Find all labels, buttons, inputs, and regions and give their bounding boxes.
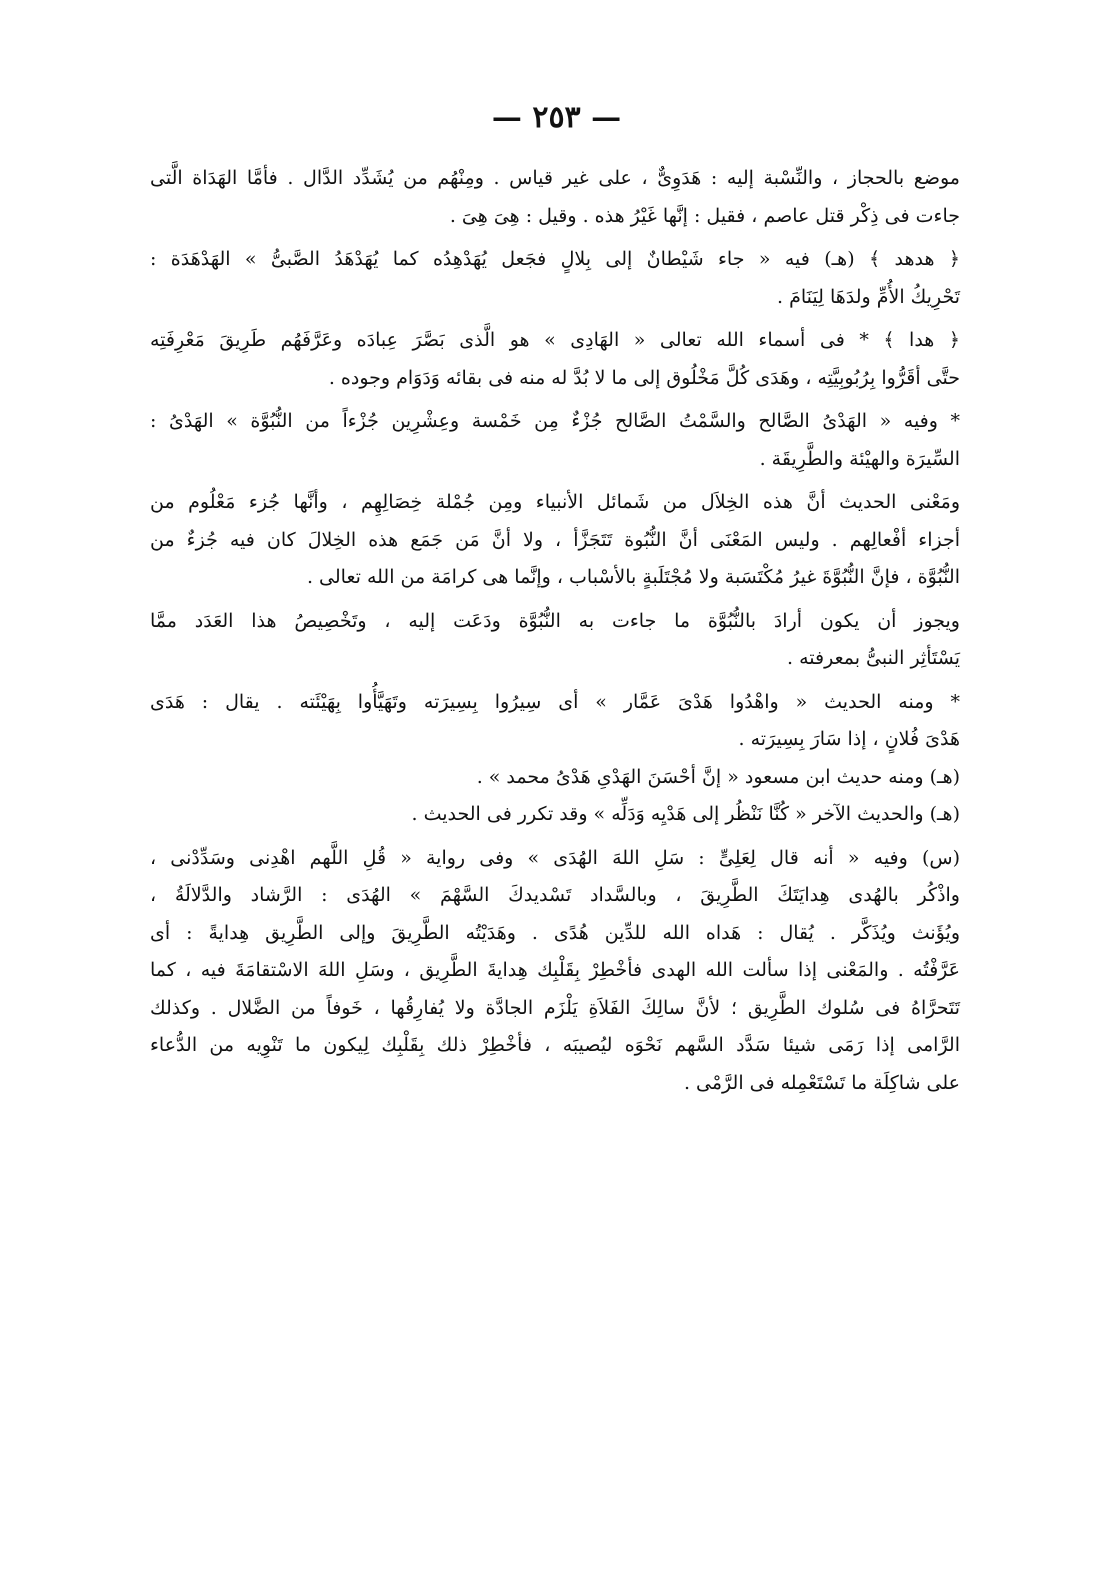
paragraph	[150, 684, 960, 759]
text-line: (هـ) والحديث الآخر « كُنَّا نَنْظُر إلى هَدْيِه وَدَلِّه » وقد تكرر فى الحديث .	[411, 803, 960, 825]
text-line: على شاكِلَة ما تَسْتَعْمِله فى الرَّمْى .	[683, 1071, 960, 1094]
text-line: السِّيرَة والهيْئة والطَّرِيقَة .	[759, 447, 960, 470]
paragraph	[150, 603, 960, 678]
text-line: (س) وفيه « أنه قال لِعَلِىٍّ : سَلِ اللهَ الهُدَى » وفى رواية « قُلِ اللَّهم اهْدِنى وسَدِّدْنى ،	[150, 846, 960, 869]
text-line: * وفيه « الهَدْىُ الصَّالح والسَّمْتُ الصَّالح جُزْءٌ مِن خَمْسة وعِشْرِين جُزْءاً من النُّبُوَّة » الهَدْىُ :	[150, 410, 960, 432]
text-line: الرَّامى إذا رَمَى شيئا سَدَّد السَّهم نَحْوَه ليُصيبَه ، فأخْطِرْ ذلك بِقَلْبِك لِيكون ما تَنْوِيه من الدُّعاء	[150, 1034, 960, 1056]
text-line: تَتَحرَّاهُ فى سُلوك الطَّرِيق ؛ لأنَّ سالِكَ الفَلاَةِ يَلْزَم الجادَّة ولا يُفارِقُها ، خَوفاً من الضَّلال . وكذلك	[150, 996, 960, 1019]
text-line: ﴿ هدهد ﴾ (هـ) فيه « جاء شَيْطانٌ إلى بِلالٍ فجَعل يُهَدْهِدُه كما يُهَدْهَدُ الصَّبىُّ » الهَدْهَدَة :	[150, 248, 960, 270]
text-line: هَدْىَ فُلانٍ ، إذا سَارَ بِسِيرَته .	[738, 728, 960, 750]
text-line: أجزاء أفْعالِهم . وليس المَعْنَى أنَّ النُّبُوة تَتَجَزَّأ ، ولا أنَّ مَن جَمَع هذه الخِلالَ كان فيه جُزءٌ من	[150, 528, 960, 551]
text-line: ويجوز أن يكون أرادَ بالنُّبُوَّة ما جاءت به النُّبُوَّة ودَعَت إليه ، وتَخْصِيصُ هذا العَدَد ممَّا	[150, 609, 960, 632]
text-line: ومَعْنى الحديث أنَّ هذه الخِلاَل من شَمائل الأنبياء ومِن جُمْلة خِصَالِهِم ، وأنَّها جُزء مَعْلُوم من	[150, 491, 960, 513]
paragraph	[150, 160, 960, 235]
entry-paragraph-hadhad	[150, 241, 960, 316]
text-line: واذْكُر بالهُدى هِدايَتَكَ الطَّرِيقَ ، وبالسَّداد تَسْديدكَ السَّهْمَ » الهُدَى : الرَّشاد والدَّلالَةُ ،	[150, 884, 960, 906]
text-line: موضع بالحجاز ، والنِّسْبة إليه : هَدَوِىٌّ ، على غير قياس . ومِنْهُم من يُشَدِّد الدَّال . فأمَّا الهَدَاة الَّتى	[150, 167, 960, 189]
paragraph	[150, 484, 960, 597]
text-line: جاءت فى ذِكْر قتل عاصم ، فقيل : إنَّها غَيْرُ هذه . وقيل : هِىَ هِىَ .	[449, 204, 960, 227]
paragraph	[150, 840, 960, 1103]
text-line: (هـ) ومنه حديث ابن مسعود « إنَّ أحْسَنَ الهَدْىِ هَدْىُ محمد » .	[476, 765, 960, 788]
body-text	[150, 160, 960, 1102]
text-line: تَحْرِيكُ الأُمِّ ولدَهَا لِيَنَامَ .	[777, 285, 960, 308]
text-line: ﴿ هدا ﴾ * فى أسماء الله تعالى « الهَادِى » هو الَّذى بَصَّرَ عِبادَه وعَرَّفَهُم طَرِيقَ مَعْرِفَتِه	[150, 329, 960, 351]
paragraph	[150, 796, 960, 834]
text-line: يَسْتَأثِر النبىُّ بمعرفته .	[787, 647, 960, 669]
page-number: — ٢٥٣ —	[491, 100, 622, 135]
paragraph	[150, 403, 960, 478]
text-line: حتَّى أقَرُّوا بِرُبُوبِيَّتِه ، وهَدَى كُلَّ مَخْلُوق إلى ما لا بُدَّ له منه فى بقائه وَدَوَام وجوده .	[328, 366, 960, 389]
text-line: ويُؤَنث ويُذَكَّر . يُقال : هَداه الله للدِّين هُدًى . وهَدَيْتُه الطَّرِيقَ وإلى الطَّرِيق هِدايةً : أى	[150, 921, 960, 944]
text-line: عَرَّفْتُه . والمَعْنى إذا سألت الله الهدى فأخْطِرْ بِقَلْبِك هِدايةَ الطَّرِيق ، وسَلِ اللهَ الاسْتقامَةَ فيه ، كما	[150, 959, 961, 981]
paragraph	[150, 759, 960, 797]
text-line: النُّبُوَّة ، فإنَّ النُّبُوَّةَ غيرُ مُكْتَسَبة ولا مُجْتَلَبةٍ بالأسْباب ، وإنَّما هى كرامَة من الله تعالى .	[306, 566, 960, 588]
text-line: * ومنه الحديث « واهْدُوا هَدْىَ عَمَّار » أى سِيرُوا بِسِيرَته وتَهَيَّأُوا بِهَيْئَته . يقال : هَدَى	[150, 690, 960, 713]
entry-paragraph-hada	[150, 322, 960, 397]
